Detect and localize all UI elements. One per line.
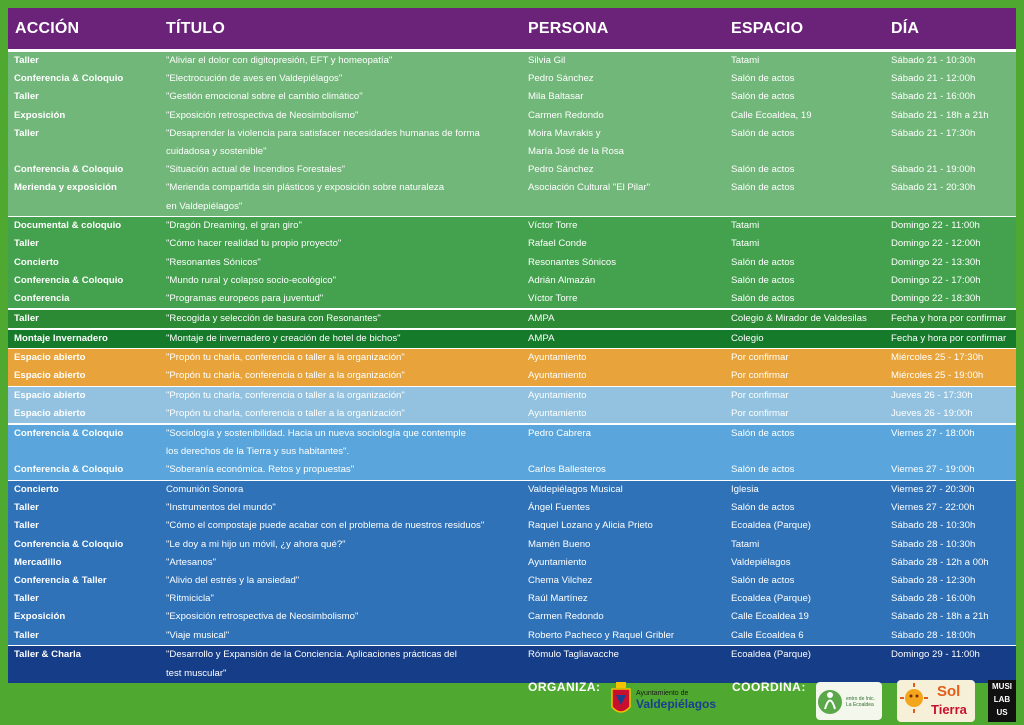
dia-cell: Sábado 21 - 16:00h	[891, 91, 976, 103]
table-row	[8, 627, 1016, 645]
dia-cell: Sábado 28 - 18h a 21h	[891, 611, 989, 623]
titulo-cell: "Electrocución de aves en Valdepiélagos"	[166, 73, 343, 85]
espacio-cell: Por confirmar	[731, 352, 789, 364]
accion-cell: Taller & Charla	[14, 649, 82, 661]
accion-cell: Conferencia & Coloquio	[14, 538, 124, 550]
accion-cell: Espacio abierto	[14, 408, 86, 420]
dia-cell: Domingo 22 - 12:00h	[891, 238, 981, 250]
header-accion: ACCIÓN	[15, 20, 80, 37]
persona-cell: Ayuntamiento	[528, 370, 587, 382]
dia-cell: Domingo 22 - 13:30h	[891, 256, 981, 268]
table-row	[8, 179, 1016, 215]
espacio-cell: Por confirmar	[731, 390, 789, 402]
row-group	[8, 52, 1016, 216]
espacio-cell: Tatami	[731, 538, 760, 550]
persona-cell: Rómulo Tagliavacche	[528, 649, 620, 661]
organiza-label: ORGANIZA:	[528, 680, 601, 694]
table-row	[8, 330, 1016, 348]
titulo-cell: "Aliviar el dolor con digitopresión, EFT y homeopatía"	[166, 55, 393, 66]
accion-cell: Conferencia & Coloquio	[14, 274, 124, 286]
dia-cell: Viernes 27 - 19:00h	[891, 464, 975, 476]
titulo-cell-line2: en Valdepiélagos"	[166, 200, 243, 212]
titulo-cell: "Montaje de invernadero y creación de hotel de bichos"	[166, 332, 401, 344]
dia-cell: Sábado 28 - 10:30h	[891, 538, 976, 550]
accion-cell: Espacio abierto	[14, 390, 86, 402]
persona-cell-line2: María José de la Rosa	[528, 145, 624, 157]
persona-cell: Ángel Fuentes	[528, 502, 590, 514]
accion-cell: Taller	[14, 593, 39, 605]
titulo-cell: "Gestión emocional sobre el cambio climático"	[166, 91, 363, 103]
row-group	[8, 330, 1016, 348]
sol-y-tierra-logo	[897, 680, 975, 722]
accion-cell: Conferencia	[14, 293, 70, 305]
titulo-cell: "Exposición retrospectiva de Neosimbolismo"	[166, 611, 359, 623]
titulo-cell: "Viaje musical"	[166, 629, 230, 641]
persona-cell: Moira Mavrakis y	[528, 127, 601, 139]
table-row	[8, 367, 1016, 385]
row-group	[8, 217, 1016, 308]
row-group	[8, 349, 1016, 385]
accion-cell: Taller	[14, 238, 39, 250]
accion-cell: Taller	[14, 520, 39, 532]
dia-cell: Sábado 28 - 12:30h	[891, 575, 976, 587]
titulo-cell: "Ritmicicla"	[166, 593, 214, 605]
titulo-cell: "Programas europeos para juventud"	[166, 293, 324, 305]
titulo-cell: "Le doy a mi hijo un móvil, ¿y ahora qué?"	[166, 538, 346, 550]
dia-cell: Sábado 21 - 12:00h	[891, 73, 976, 85]
persona-cell: Valdepiélagos Musical	[528, 484, 623, 496]
dia-cell: Viernes 27 - 22:00h	[891, 502, 975, 514]
dia-cell: Sábado 21 - 10:30h	[891, 55, 976, 66]
espacio-cell: Ecoaldea (Parque)	[731, 649, 811, 661]
persona-cell: Ayuntamiento	[528, 352, 587, 364]
persona-cell: Adrián Almazán	[528, 274, 596, 286]
header-persona: PERSONA	[528, 20, 609, 37]
ayuntamiento-crest-logo	[610, 679, 632, 719]
persona-cell: Víctor Torre	[528, 293, 578, 305]
table-row	[8, 272, 1016, 290]
table-row	[8, 425, 1016, 461]
accion-cell: Taller	[14, 502, 39, 514]
accion-cell: Taller	[14, 312, 39, 324]
dia-cell: Sábado 28 - 16:00h	[891, 593, 976, 605]
titulo-cell: "Propón tu charla, conferencia o taller a la organización"	[166, 352, 405, 364]
row-group	[8, 425, 1016, 480]
accion-cell: Exposición	[14, 109, 66, 121]
espacio-cell: Salón de actos	[731, 502, 795, 514]
titulo-cell: "Mundo rural y colapso socio-ecológico"	[166, 274, 336, 286]
dia-cell: Sábado 21 - 19:00h	[891, 164, 976, 176]
titulo-cell: "Recogida y selección de basura con Resonantes"	[166, 312, 381, 324]
espacio-cell: Por confirmar	[731, 408, 789, 420]
accion-cell: Espacio abierto	[14, 370, 86, 382]
espacio-cell: Calle Ecoaldea 19	[731, 611, 809, 623]
espacio-cell: Tatami	[731, 55, 760, 66]
titulo-cell: "Resonantes Sónicos"	[166, 256, 261, 268]
persona-cell: AMPA	[528, 332, 555, 344]
dia-cell: Domingo 22 - 18:30h	[891, 293, 981, 305]
table-row	[8, 499, 1016, 517]
accion-cell: Conferencia & Coloquio	[14, 464, 124, 476]
schedule-table	[8, 8, 1016, 679]
accion-cell: Concierto	[14, 484, 59, 496]
titulo-cell: "Soberanía económica. Retos y propuestas"	[166, 464, 355, 476]
accion-cell: Mercadillo	[14, 556, 62, 568]
titulo-cell: "Propón tu charla, conferencia o taller a la organización"	[166, 390, 405, 402]
accion-cell: Documental & coloquio	[14, 220, 122, 232]
table-row	[8, 461, 1016, 479]
row-group	[8, 481, 1016, 645]
titulo-cell: "Merienda compartida sin plásticos y exposición sobre naturaleza	[166, 182, 445, 194]
musilabus-logo	[988, 680, 1016, 722]
espacio-cell: Salón de actos	[731, 256, 795, 268]
espacio-cell: Calle Ecoaldea, 19	[731, 109, 812, 121]
accion-cell: Conferencia & Taller	[14, 575, 107, 587]
table-row	[8, 349, 1016, 367]
persona-cell: Carlos Ballesteros	[528, 464, 606, 476]
persona-cell: Víctor Torre	[528, 220, 578, 232]
table-row	[8, 235, 1016, 253]
table-row	[8, 536, 1016, 554]
accion-cell: Taller	[14, 91, 39, 103]
table-header	[8, 8, 1016, 49]
table-row	[8, 517, 1016, 535]
accion-cell: Taller	[14, 629, 39, 641]
persona-cell: Raúl Martínez	[528, 593, 588, 605]
tierra-text: Tierra	[931, 702, 967, 717]
ecoaldea-text: entro de Inic. La Ecoaldea	[846, 696, 875, 708]
espacio-cell: Por confirmar	[731, 370, 789, 382]
persona-cell: Carmen Redondo	[528, 611, 604, 623]
dia-cell: Sábado 21 - 17:30h	[891, 127, 976, 139]
ayto-line1: Ayuntamiento de	[636, 690, 689, 697]
espacio-cell: Colegio	[731, 332, 764, 344]
accion-cell: Exposición	[14, 611, 66, 623]
accion-cell: Merienda y exposición	[14, 182, 117, 194]
table-row	[8, 161, 1016, 179]
titulo-cell: "Propón tu charla, conferencia o taller a la organización"	[166, 408, 405, 420]
accion-cell: Taller	[14, 127, 39, 139]
table-row	[8, 554, 1016, 572]
titulo-cell: "Desaprender la violencia para satisfacer necesidades humanas de forma	[166, 127, 480, 139]
dia-cell: Sábado 28 - 18:00h	[891, 629, 976, 641]
espacio-cell: Ecoaldea (Parque)	[731, 520, 811, 532]
persona-cell: Silvia Gil	[528, 55, 566, 66]
titulo-cell: "Instrumentos del mundo"	[166, 502, 276, 514]
titulo-cell: "Desarrollo y Expansión de la Conciencia. Aplicaciones prácticas del	[166, 649, 457, 661]
table-row	[8, 310, 1016, 328]
dia-cell: Fecha y hora por confirmar	[891, 332, 1007, 344]
dia-cell: Domingo 29 - 11:00h	[891, 649, 980, 661]
footer	[0, 676, 1024, 725]
titulo-cell: Comunión Sonora	[166, 484, 244, 496]
dia-cell: Jueves 26 - 19:00h	[891, 408, 973, 420]
accion-cell: Montaje Invernadero	[14, 332, 108, 344]
table-row	[8, 70, 1016, 88]
persona-cell: Mila Baltasar	[528, 91, 584, 103]
persona-cell: Ayuntamiento	[528, 408, 587, 420]
header-titulo: TÍTULO	[166, 20, 225, 37]
dia-cell: Jueves 26 - 17:30h	[891, 390, 973, 402]
titulo-cell: "Artesanos"	[166, 556, 217, 568]
persona-cell: Raquel Lozano y Alicia Prieto	[528, 520, 653, 532]
table-row	[8, 125, 1016, 161]
dia-cell: Miércoles 25 - 19:00h	[891, 370, 984, 382]
table-row	[8, 88, 1016, 106]
espacio-cell: Ecoaldea (Parque)	[731, 593, 811, 605]
table-row	[8, 52, 1016, 70]
dia-cell: Sábado 28 - 12h a 00h	[891, 556, 989, 568]
sol-text: Sol	[937, 683, 961, 700]
dia-cell: Sábado 21 - 18h a 21h	[891, 109, 989, 121]
ecoaldea-logo	[816, 682, 882, 720]
coordina-label: COORDINA:	[732, 680, 806, 694]
musi-text: MUSI	[992, 682, 1012, 691]
titulo-cell: "Exposición retrospectiva de Neosimbolismo"	[166, 109, 359, 121]
titulo-cell-line2: los derechos de la Tierra y sus habitantes".	[166, 446, 350, 458]
dia-cell: Domingo 22 - 11:00h	[891, 220, 980, 232]
table-row	[8, 290, 1016, 308]
header-espacio: ESPACIO	[731, 20, 804, 37]
dia-cell: Fecha y hora por confirmar	[891, 312, 1007, 324]
dia-cell: Sábado 21 - 20:30h	[891, 182, 976, 194]
titulo-cell: "Cómo el compostaje puede acabar con el problema de nuestros residuos"	[166, 520, 485, 532]
persona-cell: Roberto Pacheco y Raquel Gribler	[528, 629, 675, 641]
persona-cell: Pedro Cabrera	[528, 428, 591, 439]
accion-cell: Conferencia & Coloquio	[14, 164, 124, 176]
espacio-cell: Valdepiélagos	[731, 556, 791, 568]
titulo-cell: "Cómo hacer realidad tu propio proyecto"	[166, 238, 342, 250]
espacio-cell: Salón de actos	[731, 91, 795, 103]
persona-cell: AMPA	[528, 312, 555, 324]
titulo-cell: "Sociología y sostenibilidad. Hacia un nueva sociología que contemple	[166, 428, 466, 439]
titulo-cell-line2: cuidadosa y sostenible"	[166, 145, 267, 157]
table-row	[8, 254, 1016, 272]
espacio-cell: Salón de actos	[731, 464, 795, 476]
table-row	[8, 387, 1016, 405]
dia-cell: Viernes 27 - 20:30h	[891, 484, 975, 496]
dia-cell: Miércoles 25 - 17:30h	[891, 352, 984, 364]
espacio-cell: Salón de actos	[731, 73, 795, 85]
accion-cell: Taller	[14, 55, 39, 66]
ayto-line2: Valdepiélagos	[636, 697, 717, 711]
persona-cell: Pedro Sánchez	[528, 164, 594, 176]
accion-cell: Conferencia & Coloquio	[14, 73, 124, 85]
espacio-cell: Salón de actos	[731, 293, 795, 305]
persona-cell: Asociación Cultural "El Pilar"	[528, 182, 650, 194]
titulo-cell-line2: test muscular"	[166, 667, 227, 679]
persona-cell: Ayuntamiento	[528, 556, 587, 568]
titulo-cell: "Propón tu charla, conferencia o taller a la organización"	[166, 370, 405, 382]
espacio-cell: Salón de actos	[731, 428, 795, 439]
dia-cell: Viernes 27 - 18:00h	[891, 428, 975, 439]
header-dia: DÍA	[891, 20, 920, 37]
titulo-cell: "Situación actual de Incendios Forestales"	[166, 164, 346, 176]
dia-cell: Sábado 28 - 10:30h	[891, 520, 976, 532]
ayuntamiento-logo-text	[636, 690, 726, 720]
persona-cell: Carmen Redondo	[528, 109, 604, 121]
espacio-cell: Salón de actos	[731, 127, 795, 139]
espacio-cell: Calle Ecoaldea 6	[731, 629, 804, 641]
espacio-cell: Salón de actos	[731, 575, 795, 587]
table-row	[8, 107, 1016, 125]
espacio-cell: Tatami	[731, 238, 760, 250]
espacio-cell: Salón de actos	[731, 182, 795, 194]
row-group	[8, 310, 1016, 328]
persona-cell: Chema Vilchez	[528, 575, 593, 587]
lab-text: LAB	[993, 695, 1011, 704]
persona-cell: Rafael Conde	[528, 238, 587, 250]
table-row	[8, 608, 1016, 626]
espacio-cell: Tatami	[731, 220, 760, 232]
espacio-cell: Salón de actos	[731, 274, 795, 286]
accion-cell: Concierto	[14, 256, 59, 268]
titulo-cell: "Dragón Dreaming, el gran giro"	[166, 220, 302, 232]
espacio-cell: Iglesia	[731, 484, 759, 496]
espacio-cell: Salón de actos	[731, 164, 795, 176]
accion-cell: Espacio abierto	[14, 352, 86, 364]
row-group	[8, 387, 1016, 423]
dia-cell: Domingo 22 - 17:00h	[891, 274, 981, 286]
table-row	[8, 217, 1016, 235]
table-row	[8, 481, 1016, 499]
table-row	[8, 572, 1016, 590]
table-row	[8, 405, 1016, 423]
table-row	[8, 590, 1016, 608]
persona-cell: Pedro Sánchez	[528, 73, 594, 85]
persona-cell: Mamén Bueno	[528, 538, 591, 550]
accion-cell: Conferencia & Coloquio	[14, 428, 124, 439]
persona-cell: Resonantes Sónicos	[528, 256, 616, 268]
us-text: US	[996, 708, 1008, 717]
espacio-cell: Colegio & Mirador de Valdesilas	[731, 312, 867, 324]
titulo-cell: "Alivio del estrés y la ansiedad"	[166, 575, 300, 587]
persona-cell: Ayuntamiento	[528, 390, 587, 402]
